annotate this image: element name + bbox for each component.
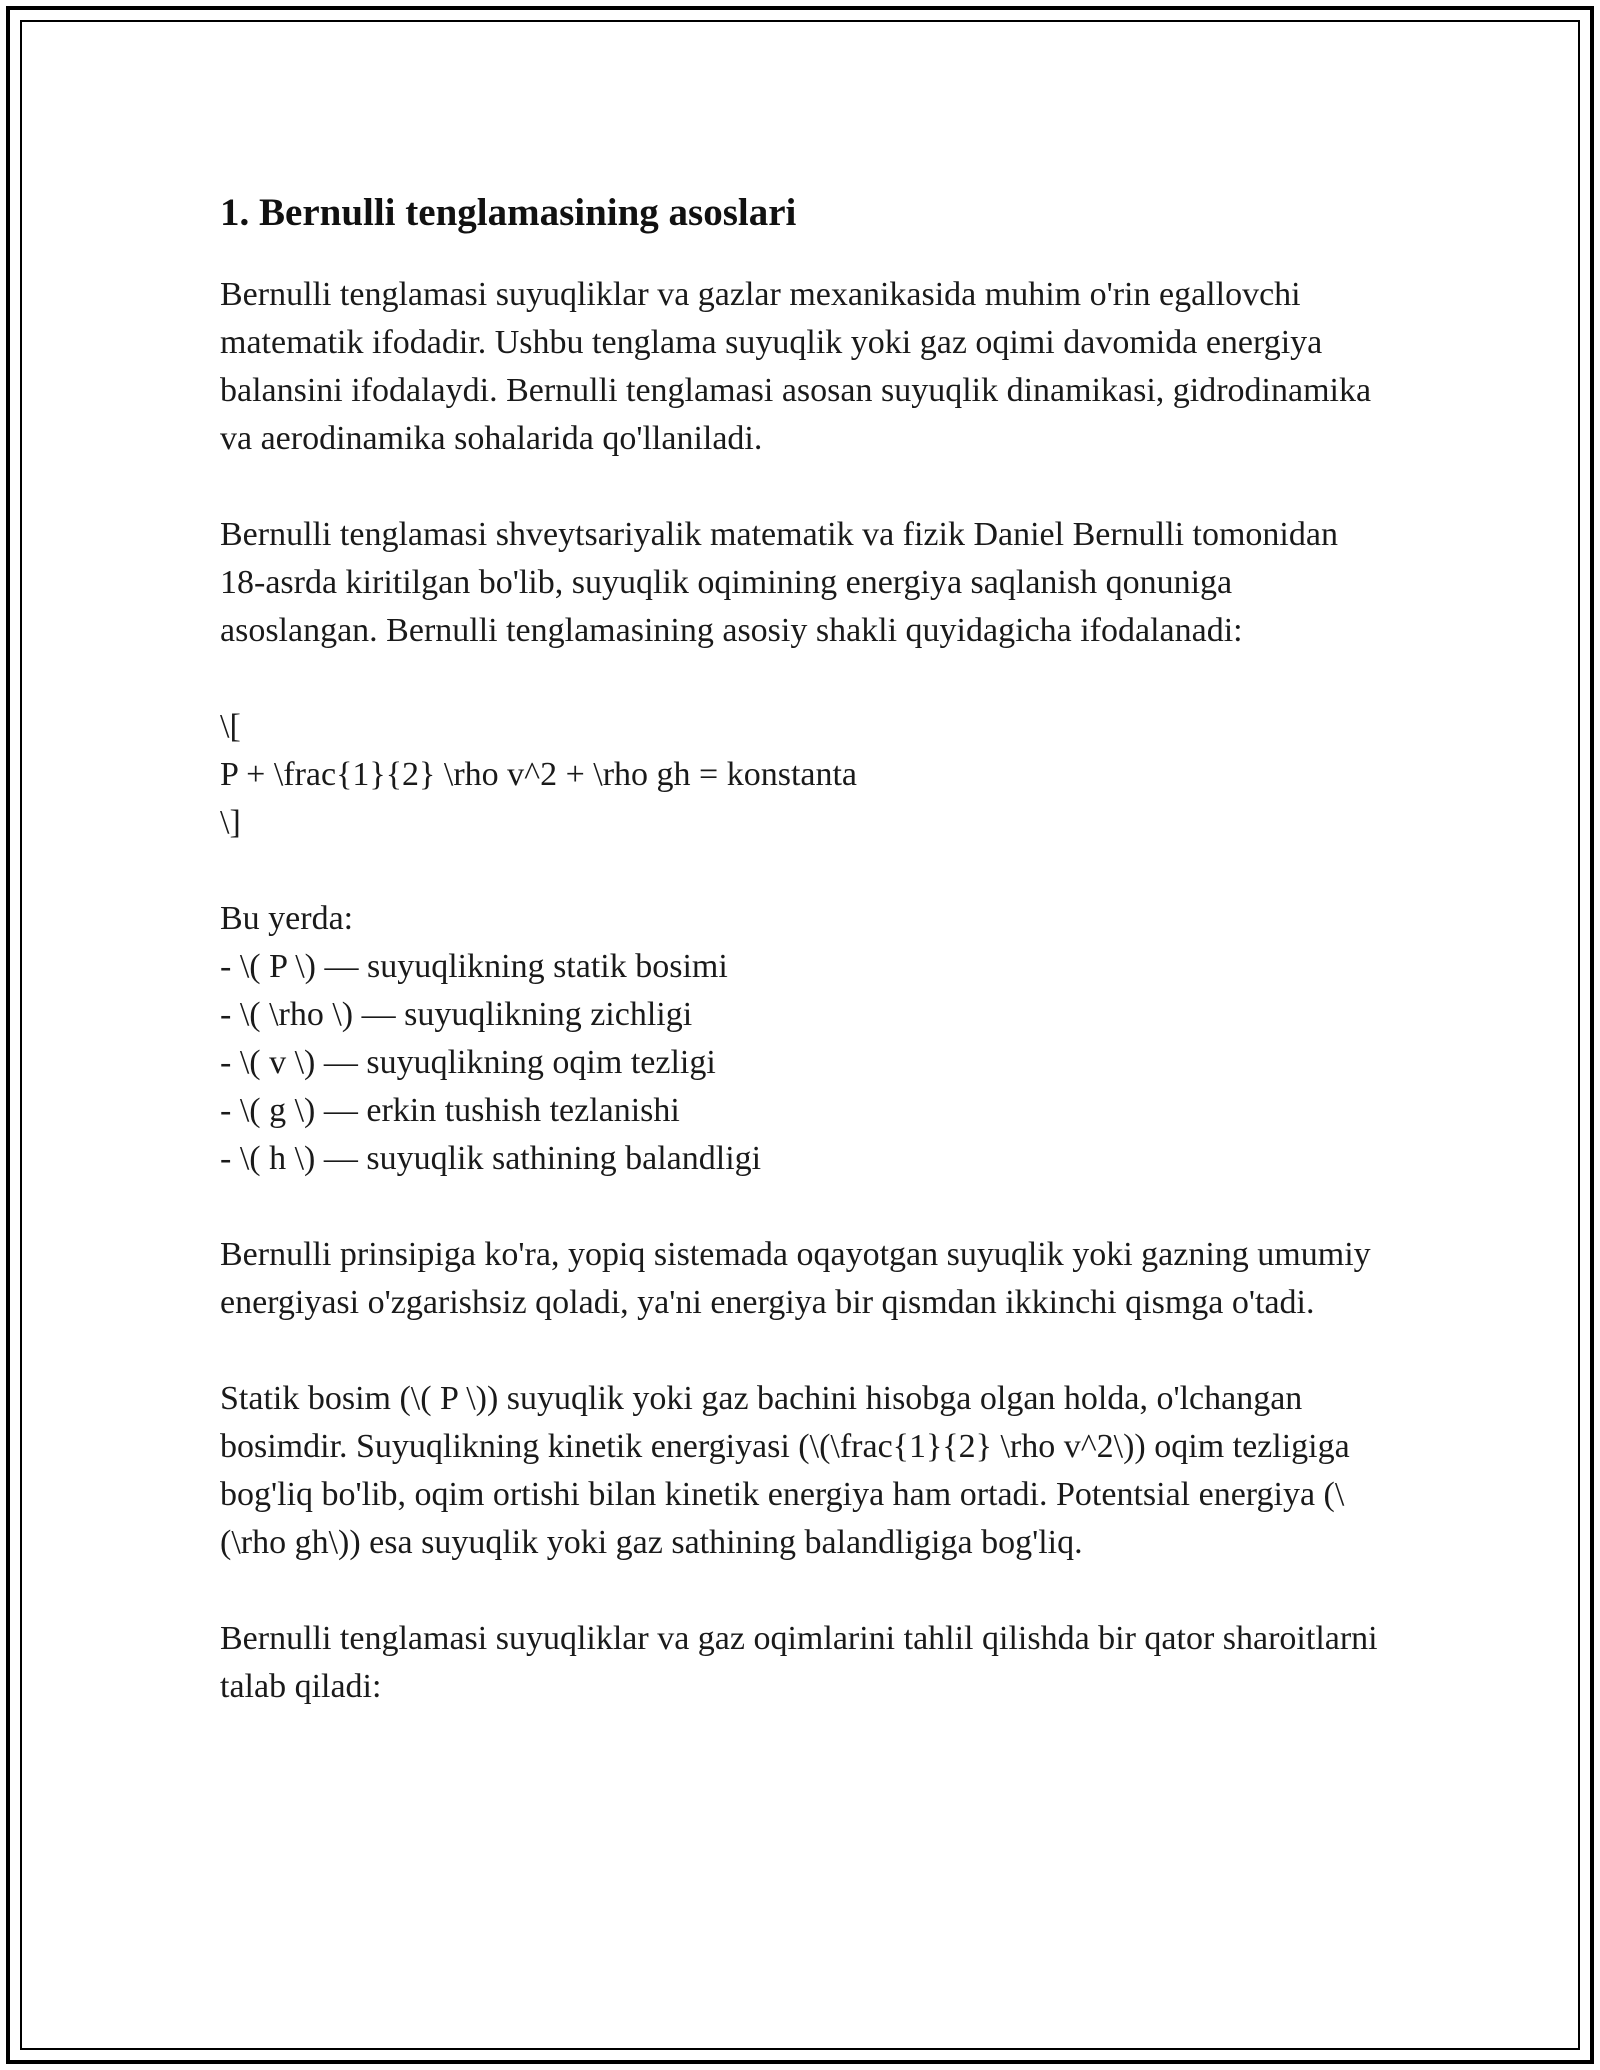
legend-item-height: - \( h \) — suyuqlik sathining balandligi [220, 1140, 762, 1177]
legend-item-density: - \( \rho \) — suyuqlikning zichligi [220, 996, 693, 1033]
section-heading: 1. Bernulli tenglamasining asoslari [220, 191, 797, 234]
document-body [220, 185, 1390, 1759]
formula-close-delimiter: \] [220, 804, 241, 841]
paragraph-principle: Bernulli prinsipiga ko'ra, yopiq sistemada oqayotgan suyuqlik yoki gazning umumiy energiyasi o'zgarishsiz qoladi, ya'ni energiya bir qismdan ikkinchi qismga o'tadi. [220, 1236, 1371, 1321]
legend-item-velocity: - \( v \) — suyuqlikning oqim tezligi [220, 1044, 716, 1081]
paragraph-conditions: Bernulli tenglamasi suyuqliklar va gaz oqimlarini tahlil qilishda bir qator sharoitlarni talab qiladi: [220, 1620, 1378, 1705]
legend-item-gravity: - \( g \) — erkin tushish tezlanishi [220, 1092, 680, 1129]
variable-legend [220, 895, 1390, 1183]
paragraph-history: Bernulli tenglamasi shveytsariyalik matematik va fizik Daniel Bernulli tomonidan 18-asrda kiritilgan bo'lib, suyuqlik oqimining energiya saqlanish qonuniga asoslangan. Bernulli tenglamasining asosiy shakli quyidagicha ifodalanadi: [220, 516, 1338, 649]
formula-block [220, 703, 1390, 847]
paragraph-intro: Bernulli tenglamasi suyuqliklar va gazlar mexanikasida muhim o'rin egallovchi matematik ifodadir. Ushbu tenglama suyuqlik yoki gaz oqimi davomida energiya balansini ifodalaydi. Bernulli tenglamasi asosan suyuqlik dinamikasi, gidrodinamika va aerodinamika sohalarida qo'llaniladi. [220, 276, 1372, 457]
legend-item-pressure: - \( P \) — suyuqlikning statik bosimi [220, 948, 728, 985]
formula-expression: P + \frac{1}{2} \rho v^2 + \rho gh = konstanta [220, 756, 858, 793]
legend-intro: Bu yerda: [220, 900, 354, 937]
formula-open-delimiter: \[ [220, 708, 241, 745]
paragraph-energy-terms: Statik bosim (\( P \)) suyuqlik yoki gaz bachini hisobga olgan holda, o'lchangan bosimdir. Suyuqlikning kinetik energiyasi (\(\frac{1}{2} \rho v^2\)) oqim tezligiga bog'liq bo'lib, oqim ortishi bilan kinetik energiya ham ortadi. Potentsial energiya (\(\rho gh\)) esa suyuqlik yoki gaz sathining balandligiga bog'liq. [220, 1380, 1350, 1561]
